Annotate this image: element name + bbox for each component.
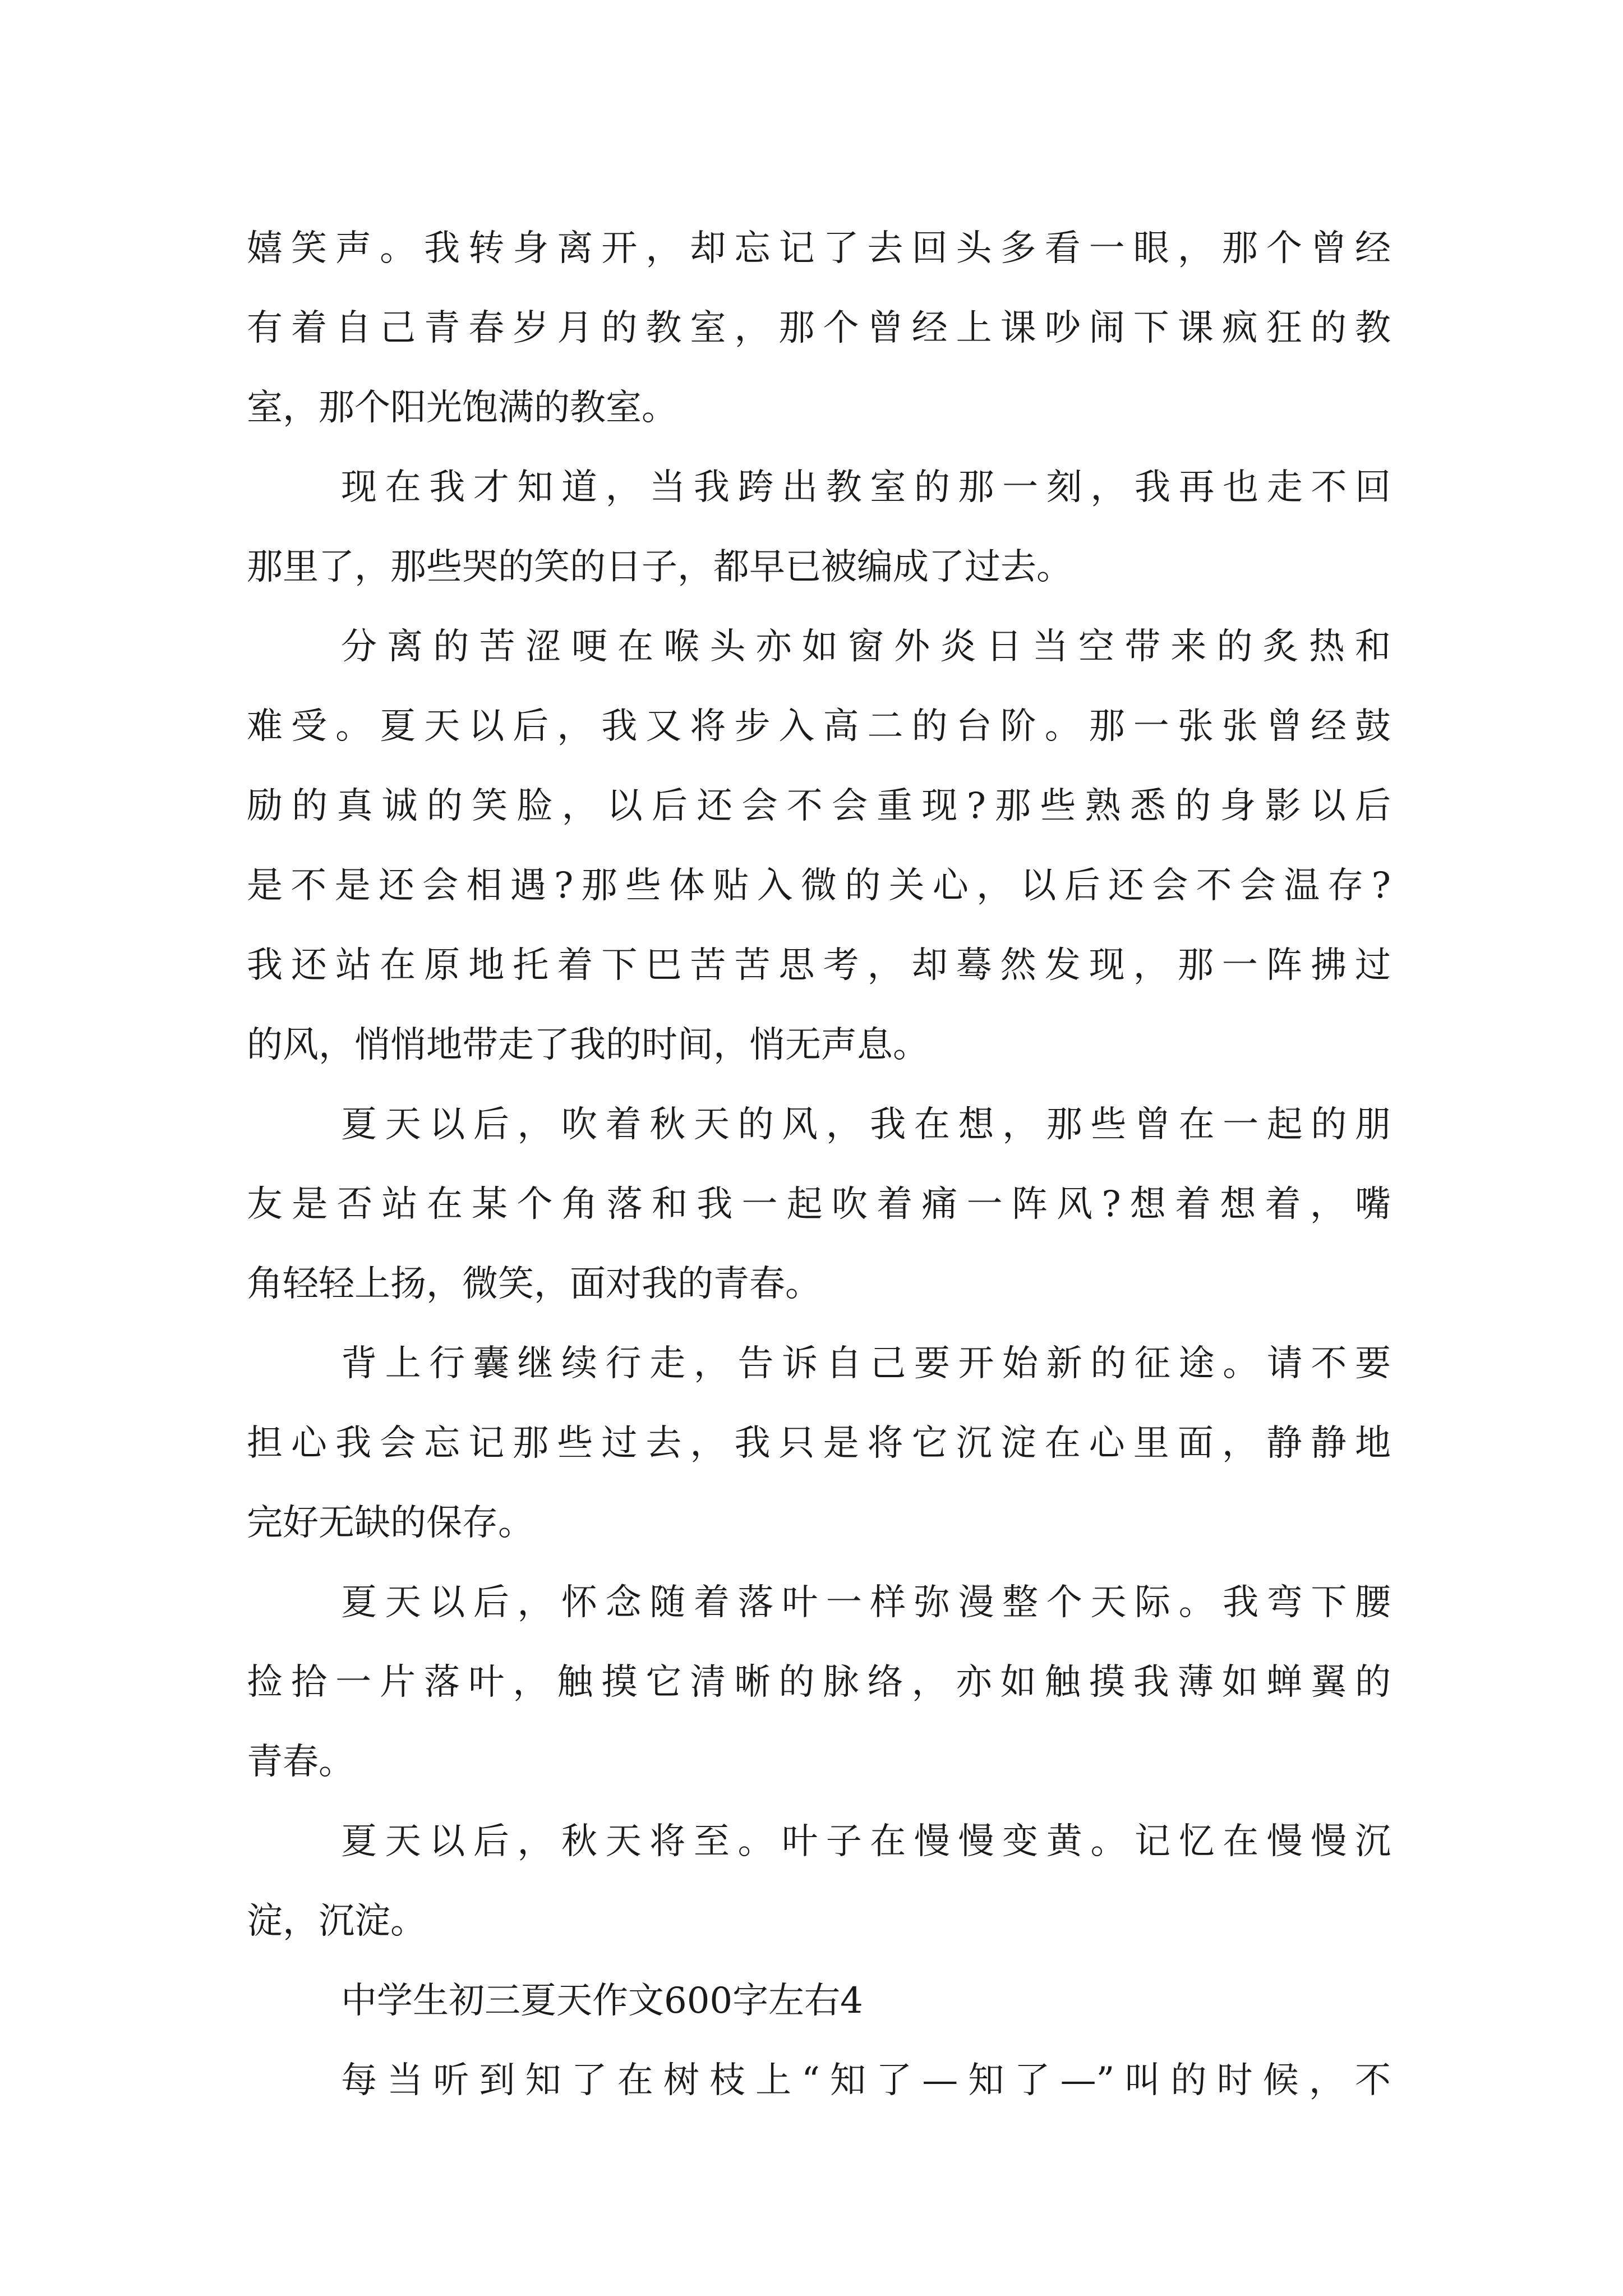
paragraph	[247, 607, 1391, 1085]
paragraph	[247, 2041, 1391, 2120]
text-line: 有着自己青春岁月的教室，那个曾经上课吵闹下课疯狂的教	[247, 307, 1391, 349]
paragraph	[247, 1563, 1391, 1802]
text-line: 每当听到知了在树枝上“知了—知了—”叫的时候，不	[341, 2060, 1391, 2101]
text-line: 的风，悄悄地带走了我的时间，悄无声息。	[247, 1024, 929, 1066]
text-line: 励的真诚的笑脸，以后还会不会重现?那些熟悉的身影以后	[247, 785, 1391, 827]
text-line: 我还站在原地托着下巴苦苦思考，却蓦然发现，那一阵拂过	[247, 945, 1391, 986]
text-line: 完好无缺的保存。	[247, 1502, 534, 1544]
text-line: 夏天以后，怀念随着落叶一样弥漫整个天际。我弯下腰	[341, 1582, 1391, 1623]
section-heading	[247, 1961, 1391, 2041]
text-line: 角轻轻上扬，微笑，面对我的青春。	[247, 1263, 821, 1305]
text-line: 捡拾一片落叶，触摸它清晰的脉络，亦如触摸我薄如蝉翼的	[247, 1662, 1391, 1703]
text-line: 友是否站在某个角落和我一起吹着痛一阵风?想着想着，嘴	[247, 1184, 1391, 1225]
paragraph	[247, 209, 1391, 448]
text-line: 那里了，那些哭的笑的日子，都早已被编成了过去。	[247, 546, 1072, 588]
text-line: 夏天以后，吹着秋天的风，我在想，那些曾在一起的朋	[341, 1104, 1391, 1145]
paragraph	[247, 1802, 1391, 1961]
text-line: 背上行囊继续行走，告诉自己要开始新的征途。请不要	[341, 1343, 1391, 1384]
paragraph	[247, 1085, 1391, 1324]
paragraph	[247, 448, 1391, 607]
heading-line: 中学生初三夏天作文600字左右4	[341, 1980, 863, 2022]
text-line: 难受。夏天以后，我又将步入高二的台阶。那一张张曾经鼓	[247, 706, 1391, 747]
text-line: 是不是还会相遇?那些体贴入微的关心，以后还会不会温存?	[247, 865, 1391, 907]
document-body	[247, 209, 1391, 2120]
text-line: 淀，沉淀。	[247, 1901, 426, 1942]
text-line: 夏天以后，秋天将至。叶子在慢慢变黄。记忆在慢慢沉	[341, 1821, 1391, 1862]
text-line: 担心我会忘记那些过去，我只是将它沉淀在心里面，静静地	[247, 1423, 1391, 1464]
text-line: 嬉笑声。我转身离开，却忘记了去回头多看一眼，那个曾经	[247, 228, 1391, 269]
text-line: 现在我才知道，当我跨出教室的那一刻，我再也走不回	[341, 467, 1391, 508]
text-line: 分离的苦涩哽在喉头亦如窗外炎日当空带来的炙热和	[341, 626, 1391, 668]
text-line: 室，那个阳光饱满的教室。	[247, 387, 677, 429]
paragraph	[247, 1324, 1391, 1563]
text-line: 青春。	[247, 1741, 354, 1783]
